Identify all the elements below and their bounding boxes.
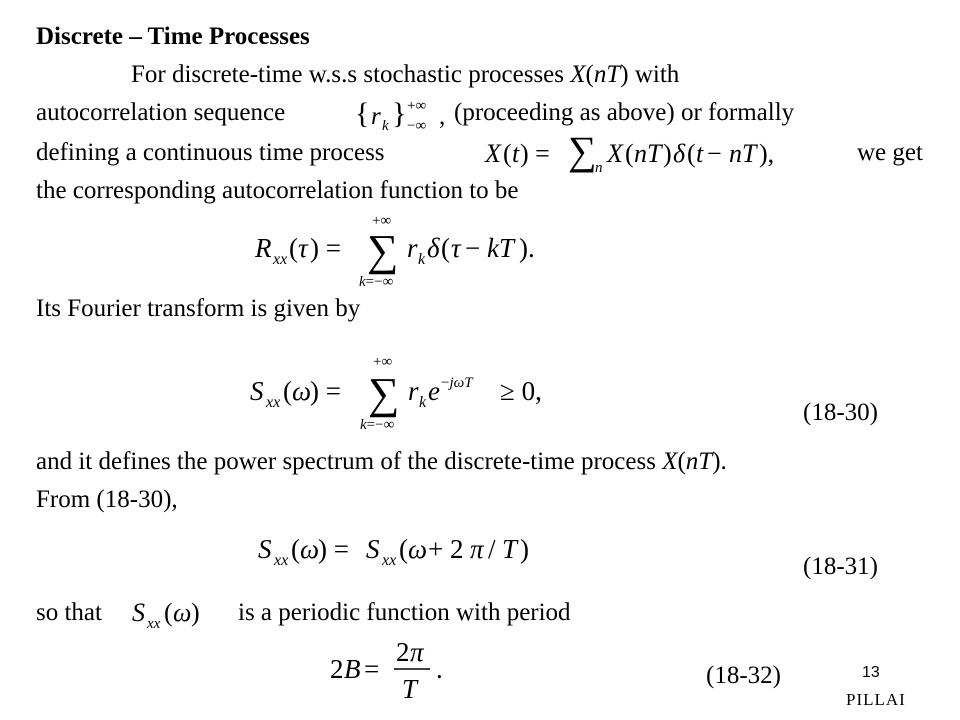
paragraph-line-8b: is a periodic function with period [238,599,571,626]
svg-text:2: 2 [396,637,410,667]
paragraph-line-2a: autocorrelation sequence [36,99,286,126]
svg-text:t: t [696,139,704,168]
svg-text:xx: xx [147,616,161,632]
svg-text:(: ( [399,534,408,564]
svg-text:r: r [408,376,419,406]
svg-text:(: ( [283,376,292,406]
paragraph-line-3b: we get [857,139,923,166]
svg-text:π: π [410,637,424,667]
svg-text:(: ( [291,534,300,564]
svg-text:r: r [407,233,418,263]
svg-text:k: k [418,251,426,268]
svg-text:(: ( [687,139,696,168]
svg-text:∑: ∑ [367,226,399,275]
svg-text:S: S [366,534,380,564]
svg-text:) =: ) = [310,376,341,406]
svg-text:xx: xx [266,394,281,411]
svg-text:S: S [258,534,272,564]
svg-text:(: ( [625,139,634,168]
svg-text:k=−∞: k=−∞ [360,417,395,433]
equation-number-18-30: (18-30) [803,399,878,426]
formula-continuous-process [485,130,855,176]
svg-text:/: / [488,534,496,564]
formula-sxx-inline [132,592,242,632]
paragraph-line-6: and it defines the power spectrum of the discrete-time process X(nT). [36,448,727,475]
svg-text:(: ( [289,233,298,263]
svg-text:S: S [250,376,264,406]
svg-text:xx: xx [382,552,397,569]
author-label: PILLAI [846,690,906,709]
svg-text:=: = [364,654,380,684]
svg-text:X: X [485,139,501,168]
svg-text:T: T [502,534,518,564]
svg-text:+∞: +∞ [372,213,392,229]
svg-text:≥ 0,: ≥ 0, [500,376,542,406]
svg-text:nT: nT [729,139,757,168]
equation-number-18-32: (18-32) [706,662,781,689]
svg-text:).: ). [519,233,535,263]
paragraph-line-7: From (18-30), [36,486,178,513]
paragraph-line-2b: (proceeding as above) or formally [454,99,795,126]
slide-title: Discrete – Time Processes [36,23,310,50]
svg-text:k: k [382,118,389,134]
svg-text:+ 2: + 2 [428,534,464,564]
formula-period [330,630,480,710]
formula-autocorrelation-function [255,212,595,292]
paragraph-line-3a: defining a continuous time process [36,139,385,166]
svg-text:) =: ) = [520,139,550,168]
svg-text:∑: ∑ [368,369,400,418]
svg-text:t: t [512,139,520,168]
svg-text:−∞: −∞ [407,118,427,134]
svg-text:(: ( [441,233,450,263]
svg-text:−: − [465,233,481,263]
page-number: 13 [862,664,880,681]
paragraph-line-4: the corresponding autocorrelation function to be [36,177,519,204]
svg-text:}: } [392,97,407,130]
svg-text:n: n [595,160,603,176]
svg-text:),: ), [759,139,775,168]
svg-text:xx: xx [274,552,289,569]
svg-text:xx: xx [273,251,288,268]
svg-text:{: { [355,97,370,130]
svg-text:) =: ) = [318,534,349,564]
svg-text:+∞: +∞ [373,354,393,370]
svg-text:ω: ω [408,534,428,564]
svg-text:+∞: +∞ [407,98,427,114]
svg-text:τ: τ [298,233,308,263]
formula-power-spectrum [250,352,590,434]
svg-text:nT: nT [634,139,662,168]
svg-text:−: − [707,139,722,168]
svg-text:k: k [419,394,427,411]
svg-text:R: R [255,233,272,263]
svg-text:e: e [428,376,440,406]
svg-text:(: ( [503,139,512,168]
svg-text:k=−∞: k=−∞ [359,274,394,290]
svg-text:): ) [663,139,672,168]
formula-periodicity [258,528,598,578]
svg-text:T: T [402,674,418,704]
svg-text:X: X [607,139,623,168]
svg-text:kT: kT [487,233,514,263]
svg-text:) =: ) = [310,233,341,263]
svg-text:π: π [470,534,484,564]
svg-text:ω: ω [173,598,192,627]
svg-text:(: ( [164,598,173,627]
svg-text:τ: τ [451,233,461,263]
svg-text:δ: δ [673,139,686,168]
svg-text:−jωT: −jωT [441,375,473,391]
svg-text:S: S [132,598,145,627]
paragraph-line-5: Its Fourier transform is given by [36,295,361,322]
paragraph-line-1: For discrete-time w.s.s stochastic processes X(nT) with [131,61,680,88]
svg-text:2: 2 [330,654,344,684]
svg-text:∑: ∑ [568,128,597,173]
svg-text:δ: δ [427,233,440,263]
svg-text:,: , [439,103,446,130]
svg-text:B: B [344,654,361,684]
svg-text:.: . [436,654,443,684]
svg-text:): ) [191,598,200,627]
svg-text:r: r [371,103,381,130]
svg-text:ω: ω [300,534,320,564]
svg-text:ω: ω [292,376,312,406]
paragraph-line-8a: so that [36,599,102,626]
svg-text:): ) [520,534,529,564]
equation-number-18-31: (18-31) [803,553,878,580]
